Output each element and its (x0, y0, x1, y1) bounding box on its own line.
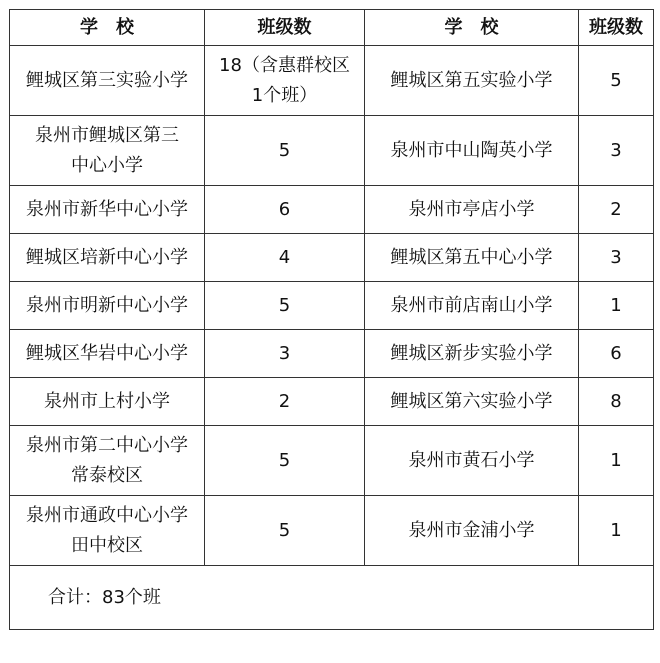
class-count-right: 1 (579, 282, 654, 330)
school-name-left: 泉州市通政中心小学 田中校区 (10, 496, 205, 566)
table-row (10, 330, 654, 378)
class-count-left: 6 (205, 186, 365, 234)
school-name-left: 鲤城区第三实验小学 (10, 46, 205, 116)
total-row (10, 566, 654, 630)
school-name-right: 鲤城区新步实验小学 (365, 330, 579, 378)
class-count-right: 2 (579, 186, 654, 234)
table-row (10, 234, 654, 282)
school-name-right: 泉州市前店南山小学 (365, 282, 579, 330)
school-name-right: 鲤城区第五实验小学 (365, 46, 579, 116)
header-row (10, 10, 654, 46)
header-school-2: 学 校 (365, 10, 579, 46)
class-count-right: 1 (579, 496, 654, 566)
school-name-left: 泉州市鲤城区第三 中心小学 (10, 116, 205, 186)
class-count-left: 5 (205, 426, 365, 496)
school-name-right: 泉州市中山陶英小学 (365, 116, 579, 186)
header-classes-1: 班级数 (205, 10, 365, 46)
class-count-right: 1 (579, 426, 654, 496)
school-name-right: 鲤城区第六实验小学 (365, 378, 579, 426)
school-name-left: 泉州市第二中心小学 常泰校区 (10, 426, 205, 496)
class-count-right: 5 (579, 46, 654, 116)
header-school-1: 学 校 (10, 10, 205, 46)
class-count-right: 8 (579, 378, 654, 426)
class-count-right: 6 (579, 330, 654, 378)
school-name-right: 泉州市黄石小学 (365, 426, 579, 496)
class-count-left: 3 (205, 330, 365, 378)
class-count-left: 18（含惠群校区 1个班） (205, 46, 365, 116)
table-row (10, 496, 654, 566)
school-name-left: 鲤城区华岩中心小学 (10, 330, 205, 378)
class-count-left: 5 (205, 282, 365, 330)
class-count-left: 5 (205, 496, 365, 566)
class-count-left: 5 (205, 116, 365, 186)
table-row (10, 186, 654, 234)
school-name-left: 泉州市上村小学 (10, 378, 205, 426)
school-name-right: 泉州市金浦小学 (365, 496, 579, 566)
total-text: 合计：83个班 (10, 566, 654, 630)
class-count-right: 3 (579, 234, 654, 282)
class-count-right: 3 (579, 116, 654, 186)
table-row (10, 46, 654, 116)
table-row (10, 378, 654, 426)
table-row (10, 282, 654, 330)
table-row (10, 426, 654, 496)
header-classes-2: 班级数 (579, 10, 654, 46)
class-count-left: 2 (205, 378, 365, 426)
school-class-table (9, 9, 654, 630)
class-count-left: 4 (205, 234, 365, 282)
school-name-left: 泉州市明新中心小学 (10, 282, 205, 330)
school-name-left: 鲤城区培新中心小学 (10, 234, 205, 282)
school-name-right: 泉州市亭店小学 (365, 186, 579, 234)
school-name-right: 鲤城区第五中心小学 (365, 234, 579, 282)
school-name-left: 泉州市新华中心小学 (10, 186, 205, 234)
table-row (10, 116, 654, 186)
